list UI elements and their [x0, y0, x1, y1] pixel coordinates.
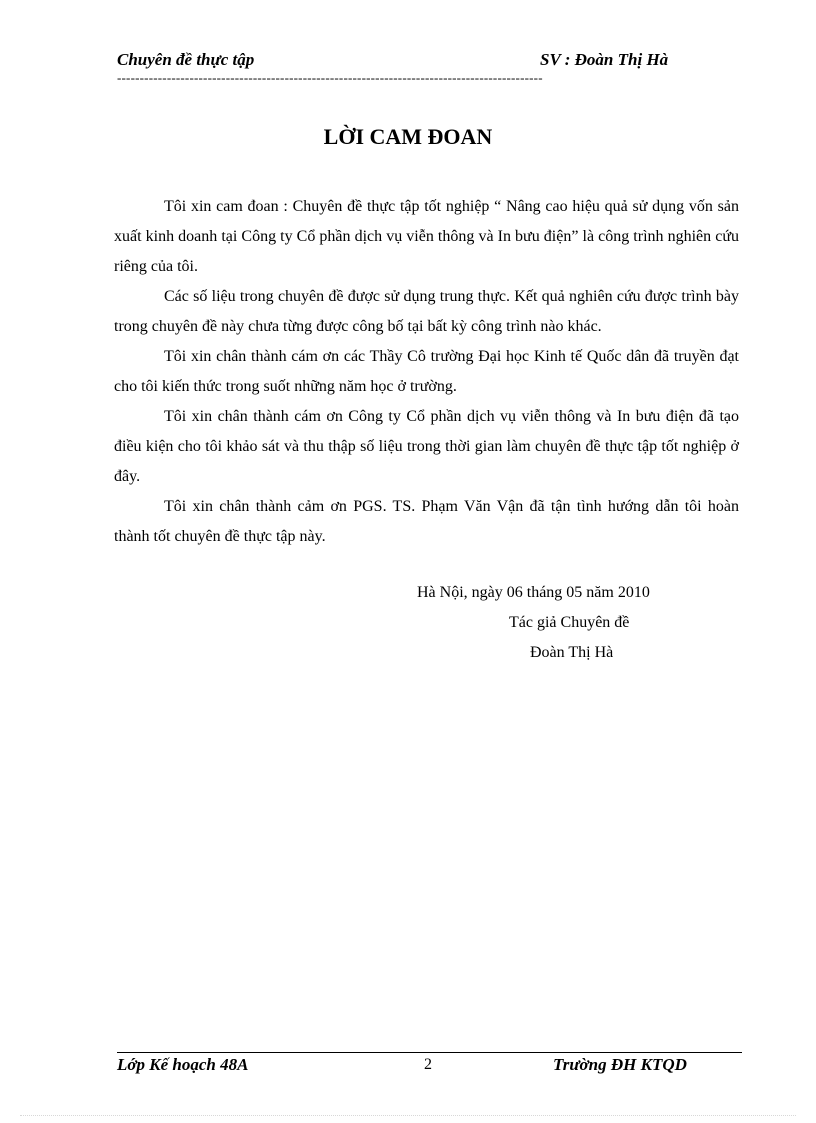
- paragraph-thanks-company: Tôi xin chân thành cám ơn Công ty Cổ phần dịch vụ viễn thông và In bưu điện đã tạo điều kiện cho tôi khảo sát và thu thập số liệu trong thời gian làm chuyên đề thực tập tốt nghiệp ở đây.: [114, 408, 739, 485]
- header-student-name: SV : Đoàn Thị Hà: [540, 50, 669, 69]
- paragraph-data-honesty: Các số liệu trong chuyên đề được sử dụng trung thực. Kết quả nghiên cứu được trình bày trong chuyên đề này chưa từng được công bố tại bất kỳ công trình nào khác.: [114, 288, 739, 335]
- paragraph-thanks-advisor: Tôi xin chân thành cảm ơn PGS. TS. Phạm Văn Vận đã tận tình hướng dẫn tôi hoàn thành tốt chuyên đề thực tập này.: [114, 498, 739, 545]
- page-edge-divider: [20, 1115, 796, 1116]
- header-dashed-rule: ----------------------------------------------------------------------------------------------: [117, 72, 543, 84]
- paragraph-thanks-teachers: Tôi xin chân thành cám ơn các Thầy Cô trường Đại học Kinh tế Quốc dân đã truyền đạt cho tôi kiến thức trong suốt những năm học ở trường.: [114, 348, 739, 395]
- footer-class-name: Lớp Kế hoạch 48A: [117, 1055, 249, 1074]
- signature-date: Hà Nội, ngày 06 tháng 05 năm 2010: [417, 584, 650, 601]
- signature-name: Đoàn Thị Hà: [530, 644, 614, 661]
- page-title: LỜI CAM ĐOAN: [323, 124, 493, 149]
- page-number: 2: [424, 1056, 432, 1073]
- signature-role: Tác giả Chuyên đề: [509, 614, 630, 631]
- header-course-title: Chuyên đề thực tập: [117, 50, 255, 69]
- paragraph-declaration: Tôi xin cam đoan : Chuyên đề thực tập tốt nghiệp “ Nâng cao hiệu quả sử dụng vốn sản xuất kinh doanh tại Công ty Cổ phần dịch vụ viễn thông và In bưu điện” là công trình nghiên cứu riêng của tôi.: [114, 198, 739, 275]
- document-body: [114, 192, 739, 552]
- footer-university: Trường ĐH KTQD: [553, 1055, 687, 1074]
- footer-divider: [117, 1052, 742, 1053]
